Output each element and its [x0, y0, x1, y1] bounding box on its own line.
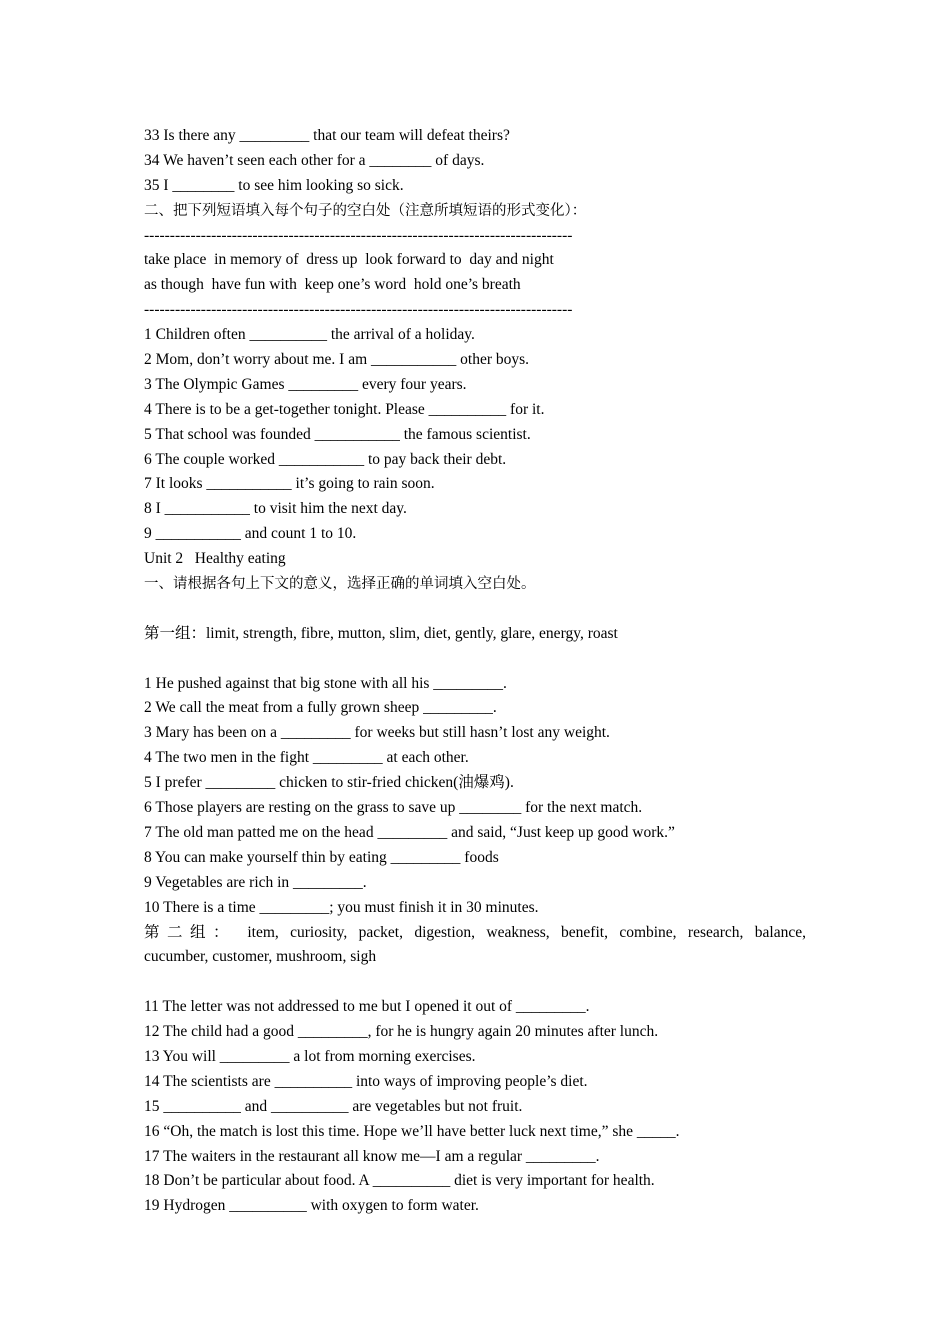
phrase-question-7: 7 It looks ___________ it’s going to rain soon. — [144, 475, 435, 493]
word-question-8: 8 You can make yourself thin by eating _________ foods — [144, 848, 499, 866]
question-35: 35 I ________ to see him looking so sick. — [144, 176, 404, 194]
word-question-19: 19 Hydrogen __________ with oxygen to form water. — [144, 1197, 479, 1215]
spacer — [144, 647, 806, 672]
word-question-2: 2 We call the meat from a fully grown sheep _________. — [144, 699, 497, 717]
group-1-word-bank: 第一组：limit, strength, fibre, mutton, slim, diet, gently, glare, energy, roast — [144, 624, 618, 642]
document-page — [144, 124, 806, 1219]
unit-2-title: Unit 2 Healthy eating — [144, 550, 286, 568]
phrase-question-3: 3 The Olympic Games _________ every four years. — [144, 375, 467, 393]
phrase-question-1: 1 Children often __________ the arrival of a holiday. — [144, 326, 475, 344]
word-question-7: 7 The old man patted me on the head _________ and said, “Just keep up good work.” — [144, 823, 675, 841]
word-question-14: 14 The scientists are __________ into ways of improving people’s diet. — [144, 1072, 588, 1090]
word-question-5: 5 I prefer _________ chicken to stir-fried chicken(油爆鸡). — [144, 774, 514, 792]
question-33: 33 Is there any _________ that our team will defeat theirs? — [144, 127, 510, 144]
group-2-word-bank-line-2: cucumber, customer, mushroom, sigh — [144, 948, 377, 966]
spacer — [144, 970, 806, 995]
word-question-13: 13 You will _________ a lot from morning exercises. — [144, 1047, 476, 1065]
phrase-question-8: 8 I ___________ to visit him the next day. — [144, 500, 407, 518]
phrase-bank-line-2: as though have fun with keep one’s word hold one’s breath — [144, 276, 521, 294]
spacer — [144, 597, 806, 622]
word-question-6: 6 Those players are resting on the grass to save up ________ for the next match. — [144, 799, 643, 817]
group-2-word-bank-line-1: 第二组： item, curiosity, packet, digestion, weakness, benefit, combine, research, balance, — [144, 923, 806, 941]
word-question-10: 10 There is a time _________; you must finish it in 30 minutes. — [144, 898, 539, 916]
word-question-15: 15 __________ and __________ are vegetables but not fruit. — [144, 1097, 523, 1115]
word-question-1: 1 He pushed against that big stone with all his _________. — [144, 674, 507, 692]
word-question-4: 4 The two men in the fight _________ at each other. — [144, 749, 469, 767]
phrase-question-6: 6 The couple worked ___________ to pay back their debt. — [144, 450, 507, 468]
word-question-3: 3 Mary has been on a _________ for weeks but still hasn’t lost any weight. — [144, 724, 610, 742]
phrase-question-9: 9 ___________ and count 1 to 10. — [144, 525, 357, 543]
divider-bottom: ----------------------------------------------------------------------------------- — [144, 301, 573, 319]
word-question-11: 11 The letter was not addressed to me but I opened it out of _________. — [144, 998, 590, 1016]
word-question-16: 16 “Oh, the match is lost this time. Hope we’ll have better luck next time,” she _____. — [144, 1122, 680, 1140]
divider-top: ----------------------------------------------------------------------------------- — [144, 226, 573, 244]
phrase-question-4: 4 There is to be a get-together tonight. Please __________ for it. — [144, 400, 545, 418]
unit-2-instruction: 一、请根据各句上下文的意义，选择正确的单词填入空白处。 — [144, 576, 536, 593]
section-2-heading: 二、把下列短语填入每个句子的空白处（注意所填短语的形式变化）： — [144, 202, 587, 219]
phrase-question-2: 2 Mom, don’t worry about me. I am ___________ other boys. — [144, 351, 530, 369]
word-question-18: 18 Don’t be particular about food. A __________ diet is very important for health. — [144, 1172, 655, 1190]
phrase-bank-line-1: take place in memory of dress up look forward to day and night — [144, 251, 554, 269]
word-question-9: 9 Vegetables are rich in _________. — [144, 873, 367, 891]
word-question-12: 12 The child had a good _________, for he is hungry again 20 minutes after lunch. — [144, 1023, 659, 1041]
question-34: 34 We haven’t seen each other for a ________ of days. — [144, 151, 485, 169]
word-question-17: 17 The waiters in the restaurant all know me—I am a regular _________. — [144, 1147, 600, 1165]
phrase-question-5: 5 That school was founded ___________ the famous scientist. — [144, 425, 531, 443]
